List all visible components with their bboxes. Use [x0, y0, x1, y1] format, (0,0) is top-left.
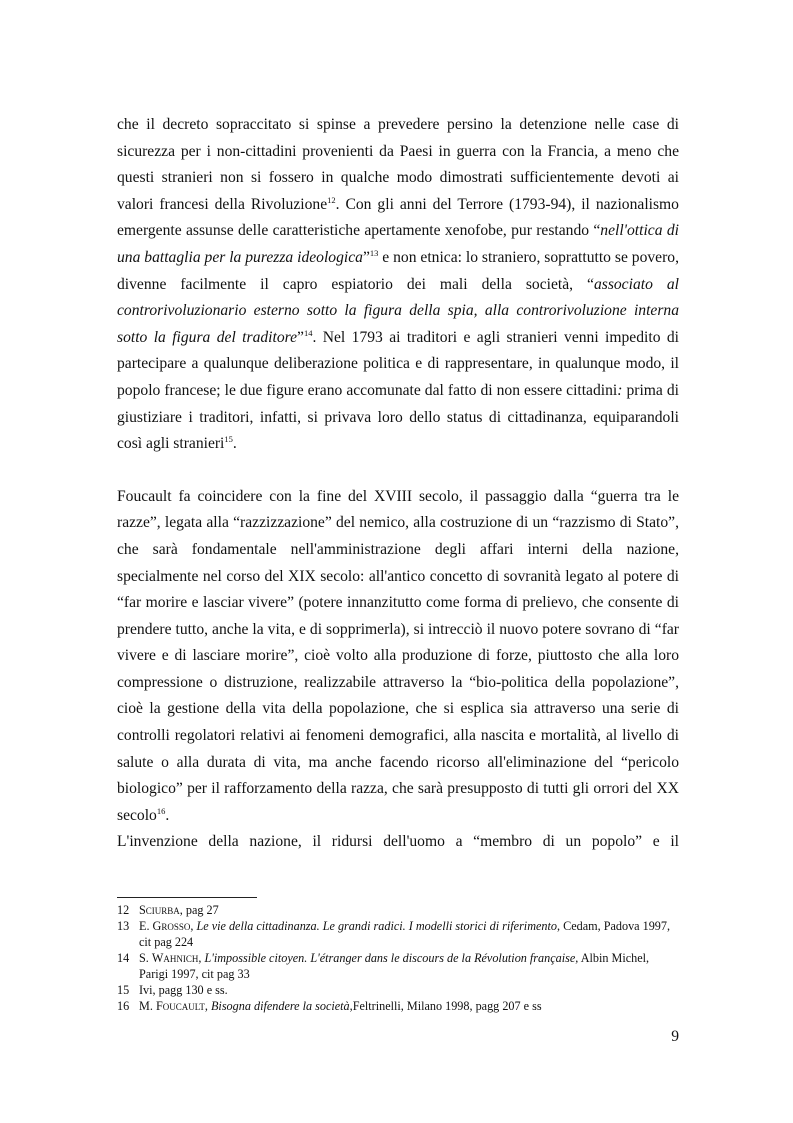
text-run: , [204, 999, 211, 1013]
italic-text: Le vie della cittadinanza. Le grandi radici. I modelli storici di riferimento [196, 919, 557, 933]
text-run: Feltrinelli, Milano 1998, pagg 207 e ss [352, 999, 542, 1013]
footnotes [117, 902, 679, 1014]
body-paragraph-3 [117, 829, 679, 856]
footnote-text [139, 902, 679, 918]
footnote-ref: 12 [327, 194, 336, 205]
text-run: E. [139, 919, 153, 933]
text-run: ” [297, 328, 304, 346]
author-name: Wahnich [151, 951, 199, 965]
footnote-number: 14 [117, 951, 130, 965]
text-run: . Con gli anni del Terrore (1793-94), il nazionalismo emergente assunse delle caratteristiche apertamente xenofobe, pur restando “ [117, 195, 679, 240]
footnote-number: 16 [117, 999, 130, 1013]
text-run: , Cedam, Padova 1997, cit pag 224 [139, 919, 671, 949]
footnote [117, 982, 679, 998]
footnote [117, 918, 679, 950]
body-paragraph-1 [117, 112, 679, 458]
text-run: L'invenzione della nazione, il ridursi dell'uomo a “membro di un popolo” e il [117, 833, 679, 851]
body-paragraph-2 [117, 484, 679, 830]
footnote-text [139, 982, 679, 998]
text-run: ” [362, 248, 370, 266]
author-name: Sciurba [139, 903, 180, 917]
footnote-text [139, 998, 679, 1014]
italic-text: Bisogna difendere la società, [210, 999, 353, 1013]
footnote [117, 998, 679, 1014]
author-name: Grosso [152, 919, 191, 933]
page-number: 9 [671, 1028, 679, 1045]
footnote-number: 12 [117, 903, 130, 917]
italic-text: : [617, 381, 623, 399]
footnote [117, 950, 679, 982]
footnote-ref: 13 [369, 247, 379, 258]
text-run: prima di giustiziare i traditori, infatti, si privava loro dello status di cittadinanza, equiparandoli così agli stranieri [117, 381, 679, 453]
text-run: . [165, 806, 170, 824]
text-run: Foucault fa coincidere con la fine del XVIII secolo, il passaggio dalla “guerra tra le razze”, legata alla “razzizzazione” del nemico, alla costruzione di un “razzismo di Stato”, che sarà fondamentale nell'amministrazione degli affari interni della nazione, specialmente nel corso del XIX secolo: all'antico concetto di sovranità legato al potere di “far morire e lasciar vivere” (potere innanzitutto come forma di prelievo, che consente di prendere tutto, anche la vita, e di sopprimerla), si intrecciò il nuovo potere sovrano di “far vivere e di lasciare morire”, cioè volto alla produzione di forze, piuttosto che alla loro compressione o distruzione, realizzabile attraverso la “bio-politica della popolazione”, cioè la gestione della vita della popolazione, che si esplica sia attraverso una serie di controlli regolatori relativi ai fenomeni demografici, alla nascita e mortalità, al livello di salute o alla durata di vita, ma anche facendo ricorso all'eliminazione del “pericolo biologico” per il rafforzamento della razza, che sarà presupposto di tutti gli orrori del XX secolo [117, 487, 679, 824]
footnote-ref: 14 [303, 327, 313, 338]
footnote-text [139, 950, 679, 982]
footnote-separator [117, 897, 257, 898]
text-run: , [198, 951, 205, 965]
footnote-text [139, 918, 679, 950]
author-name: Foucault [155, 999, 205, 1013]
footnote-number: 15 [117, 983, 130, 997]
footnote-ref: 16 [156, 805, 166, 816]
footnote-number: 13 [117, 919, 130, 933]
text-run: . Nel 1793 ai traditori e agli stranieri venni impedito di partecipare a qualunque deliberazione politica e di rappresentare, in qualunque modo, il popolo francese; le due figure erano accomunate dal fatto di non essere cittadini [117, 328, 680, 399]
footnote-ref: 15 [224, 434, 233, 445]
text-run: , [190, 919, 197, 933]
text-run: che il decreto sopraccitato si spinse a prevedere persino la detenzione nelle case di sicurezza per i non-cittadini provenienti da Paesi in guerra con la Francia, a meno che questi stranieri non si fossero in qualche modo dimostrati sufficientemente devoti ai valori francesi della Rivoluzione [117, 116, 679, 213]
text-run: Albin Michel, Parigi 1997, cit pag 33 [139, 951, 650, 981]
paragraph-gap [117, 458, 679, 484]
page-body [117, 112, 679, 856]
italic-text: associato al controrivoluzionario esterno sotto la figura della spia, alla controrivoluzione interna sotto la figura del traditore [117, 275, 679, 346]
text-run: . [232, 435, 237, 453]
text-run: , pag 27 [179, 903, 219, 917]
italic-text: L'impossible citoyen. L'étranger dans le discours de la Révolution française, [204, 951, 579, 965]
text-run: e non etnica: lo straniero, soprattutto se povero, divenne facilmente il capro espiatorio dei mali della società, “ [117, 248, 679, 293]
text-run: M. [139, 999, 156, 1013]
italic-text: nell'ottica di una battaglia per la purezza ideologica [117, 222, 679, 266]
text-run: S. [139, 951, 152, 965]
footnote [117, 902, 679, 918]
text-run: Ivi, pagg 130 e ss. [139, 983, 228, 997]
